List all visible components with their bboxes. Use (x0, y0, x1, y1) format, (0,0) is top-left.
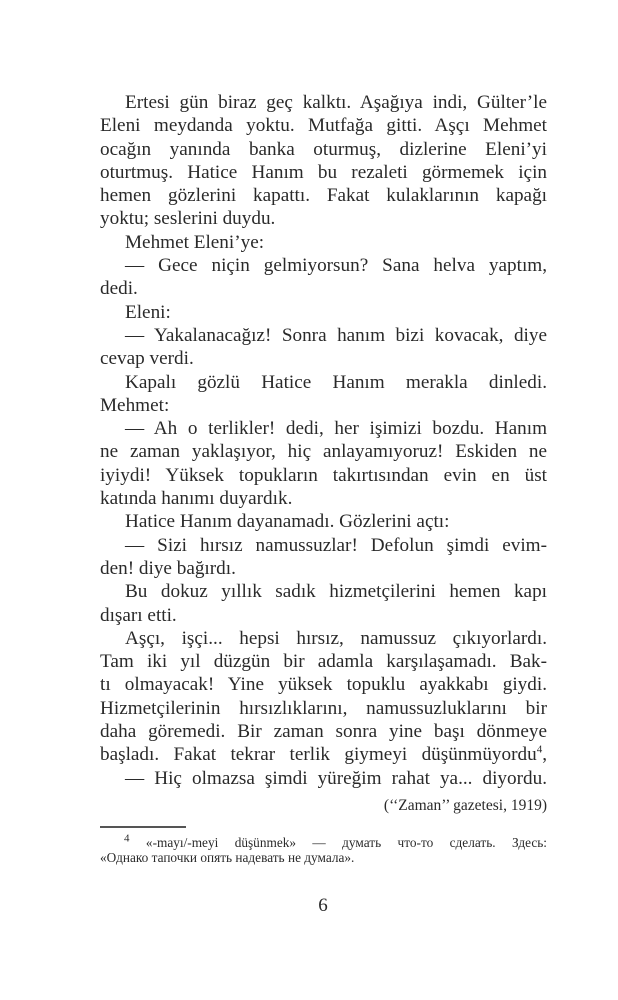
text-line (100, 720, 547, 743)
line-text: Aşçı, işçi... hepsi hırsız, namussuz çıkıyorlardı. (125, 627, 547, 649)
line-text: Mehmet Eleni’ye: (125, 231, 265, 253)
text-line (100, 534, 547, 557)
line-text: Mehmet: (100, 394, 170, 416)
text-line (100, 627, 547, 650)
line-text: den! diye bağırdı. (100, 557, 236, 579)
line-text: , (542, 744, 547, 766)
line-text: — Hiç olmazsa şimdi yüreğim rahat ya... diyordu. (125, 767, 547, 789)
line-text: iyiydi! Yüksek topukların takırtısından evin en üst (100, 464, 547, 486)
text-line (100, 487, 547, 510)
line-text: dışarı etti. (100, 604, 177, 626)
text-line (100, 510, 547, 533)
line-text: oturtmuş. Hatice Hanım bu rezaleti görmemek için (100, 161, 547, 183)
text-line (100, 673, 547, 696)
text-line (100, 464, 547, 487)
line-text: cevap verdi. (100, 348, 194, 370)
text-line (100, 277, 547, 300)
paragraph (100, 324, 547, 371)
footnote-reference[interactable]: 4 (536, 743, 543, 756)
text-line (100, 440, 547, 463)
paragraph (100, 417, 547, 510)
text-line (100, 347, 547, 370)
footnote-text-1: «-mayı/-meyi düşünmek» — думать что-то сделать. Здесь: (145, 835, 547, 850)
paragraph (100, 627, 547, 767)
paragraph (100, 231, 547, 254)
footnote-line-2: «Однако тапочки опять надевать не думала». (100, 850, 355, 865)
line-text: yoktu; seslerini duydu. (100, 208, 276, 230)
page-number: 6 (318, 895, 328, 916)
footnote (100, 832, 547, 865)
line-text: Hizmetçilerinin hırsızlıklarını, namussuzluklarını bir (100, 697, 547, 719)
text-line (100, 557, 547, 580)
text-line (100, 604, 547, 627)
text-line (100, 697, 547, 720)
text-line (100, 91, 547, 114)
line-text: — Sizi hırsız namussuzlar! Defolun şimdi evim- (125, 534, 547, 556)
text-line (100, 114, 547, 137)
line-text: Eleni: (125, 301, 171, 323)
text-line (100, 394, 547, 417)
line-text: ocağın yanında banka oturmuş, dizlerine Eleni’yi (100, 138, 547, 160)
paragraph (100, 301, 547, 324)
paragraph (100, 254, 547, 301)
footnote-divider (100, 826, 186, 828)
line-text: Bu dokuz yıllık sadık hizmetçilerini hemen kapı (125, 581, 547, 603)
line-text: başladı. Fakat tekrar terlik giymeyi düşünmüyordu (100, 744, 537, 766)
text-line (100, 324, 547, 347)
paragraph (100, 91, 547, 231)
text-line (100, 371, 547, 394)
text-line (100, 231, 547, 254)
paragraph (100, 534, 547, 581)
text-line (100, 580, 547, 603)
paragraph (100, 580, 547, 627)
line-text: Ertesi gün biraz geç kalktı. Aşağıya indi, Gülter’le (125, 92, 547, 113)
text-line (100, 161, 547, 184)
text-line (100, 254, 547, 277)
line-text: hemen gözlerini kapattı. Fakat kulaklarının kapağı (100, 185, 547, 207)
paragraph (100, 510, 547, 533)
footnote-number: 4 (124, 832, 130, 845)
source-citation: (‘‘Zaman’’ gazetesi, 1919) (383, 797, 547, 814)
text-line (100, 184, 547, 207)
line-text: daha göremedi. Bir zaman sonra yine başı dönmeye (100, 721, 547, 743)
line-text: — Gece niçin gelmiyorsun? Sana helva yaptım, (125, 255, 547, 277)
text-line (100, 767, 547, 790)
text-line (100, 301, 547, 324)
line-text: ne zaman yaklaşıyor, hiç anlayamıyoruz! Eskiden ne (100, 441, 547, 463)
footnote-line-1 (100, 832, 547, 850)
text-line (100, 138, 547, 161)
text-line (100, 417, 547, 440)
line-text: — Ah o terlikler! dedi, her işimizi bozdu. Hanım (125, 418, 547, 440)
paragraph (100, 371, 547, 418)
line-text: — Yakalanacağız! Sonra hanım bizi kovacak, diye (125, 324, 547, 346)
text-line (100, 650, 547, 673)
text-line (100, 207, 547, 230)
line-text: Kapalı gözlü Hatice Hanım merakla dinledi. (125, 371, 547, 393)
line-text: katında hanımı duyardık. (100, 488, 293, 510)
line-text: Tam iki yıl düzgün bir adamla karşılaşamadı. Bak- (100, 651, 547, 673)
line-text: Hatice Hanım dayanamadı. Gözlerini açtı: (125, 511, 450, 533)
line-text: Eleni meydanda yoktu. Mutfağa gitti. Aşçı Mehmet (100, 115, 547, 137)
text-line (100, 743, 547, 766)
paragraph (100, 767, 547, 790)
line-text: dedi. (100, 278, 138, 300)
body-text (100, 91, 547, 790)
line-text: tı olmayacak! Yine yüksek topuklu ayakkabı giydi. (100, 674, 547, 696)
